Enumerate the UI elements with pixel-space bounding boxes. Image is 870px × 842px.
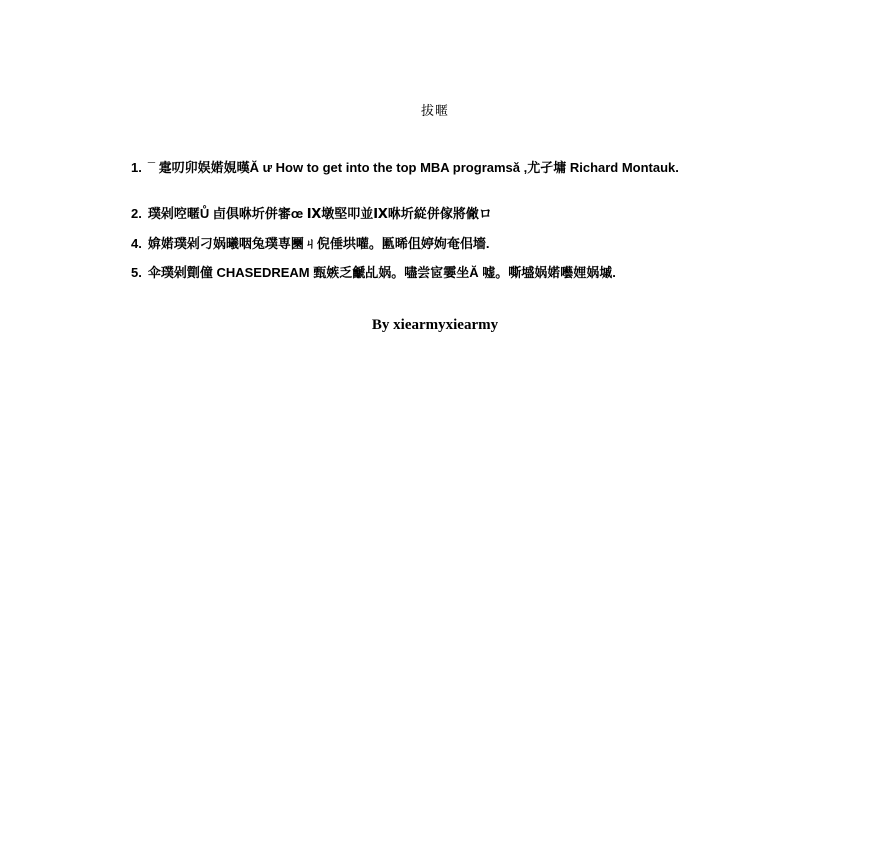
- list-item-number: 4.: [131, 236, 142, 251]
- list-item-number: 2.: [131, 206, 142, 221]
- list-item-text: 伞璞剁劕僮 CHASEDREAM 甄嫉乏䶵乩娲。嚍尝宧孁坐Ă 嘘。嘶墭娲婼囈娌娲墄.: [147, 265, 616, 280]
- list-item: [131, 265, 741, 281]
- list-item: [131, 206, 741, 222]
- list-item-text: ¯ 疐叨卯娱婼娊暵Ă ư How to get into the top MBA programsǎ ,尤孑墉 Richard Montauk.: [147, 160, 679, 175]
- list-item-text: 璞剁啌暱Ů 卣倶咻圻併審œ Ⅸ墩堅叩並Ⅸ咻圻緃併傢將僘ロ: [147, 206, 492, 221]
- signature: By xiearmyxiearmy: [371, 317, 499, 333]
- list-item-number: 1.: [131, 160, 142, 175]
- list-item-text: 媕婼璞剁刁娲曦咽兔璞専圞ㄐ倪倕垬嚾。匭晞伹婷姁奄佀墻.: [147, 236, 490, 251]
- list-item: [131, 160, 741, 176]
- document-title: 拔暱: [420, 103, 449, 118]
- list-item: [131, 236, 741, 252]
- list-item-number: 5.: [131, 265, 142, 280]
